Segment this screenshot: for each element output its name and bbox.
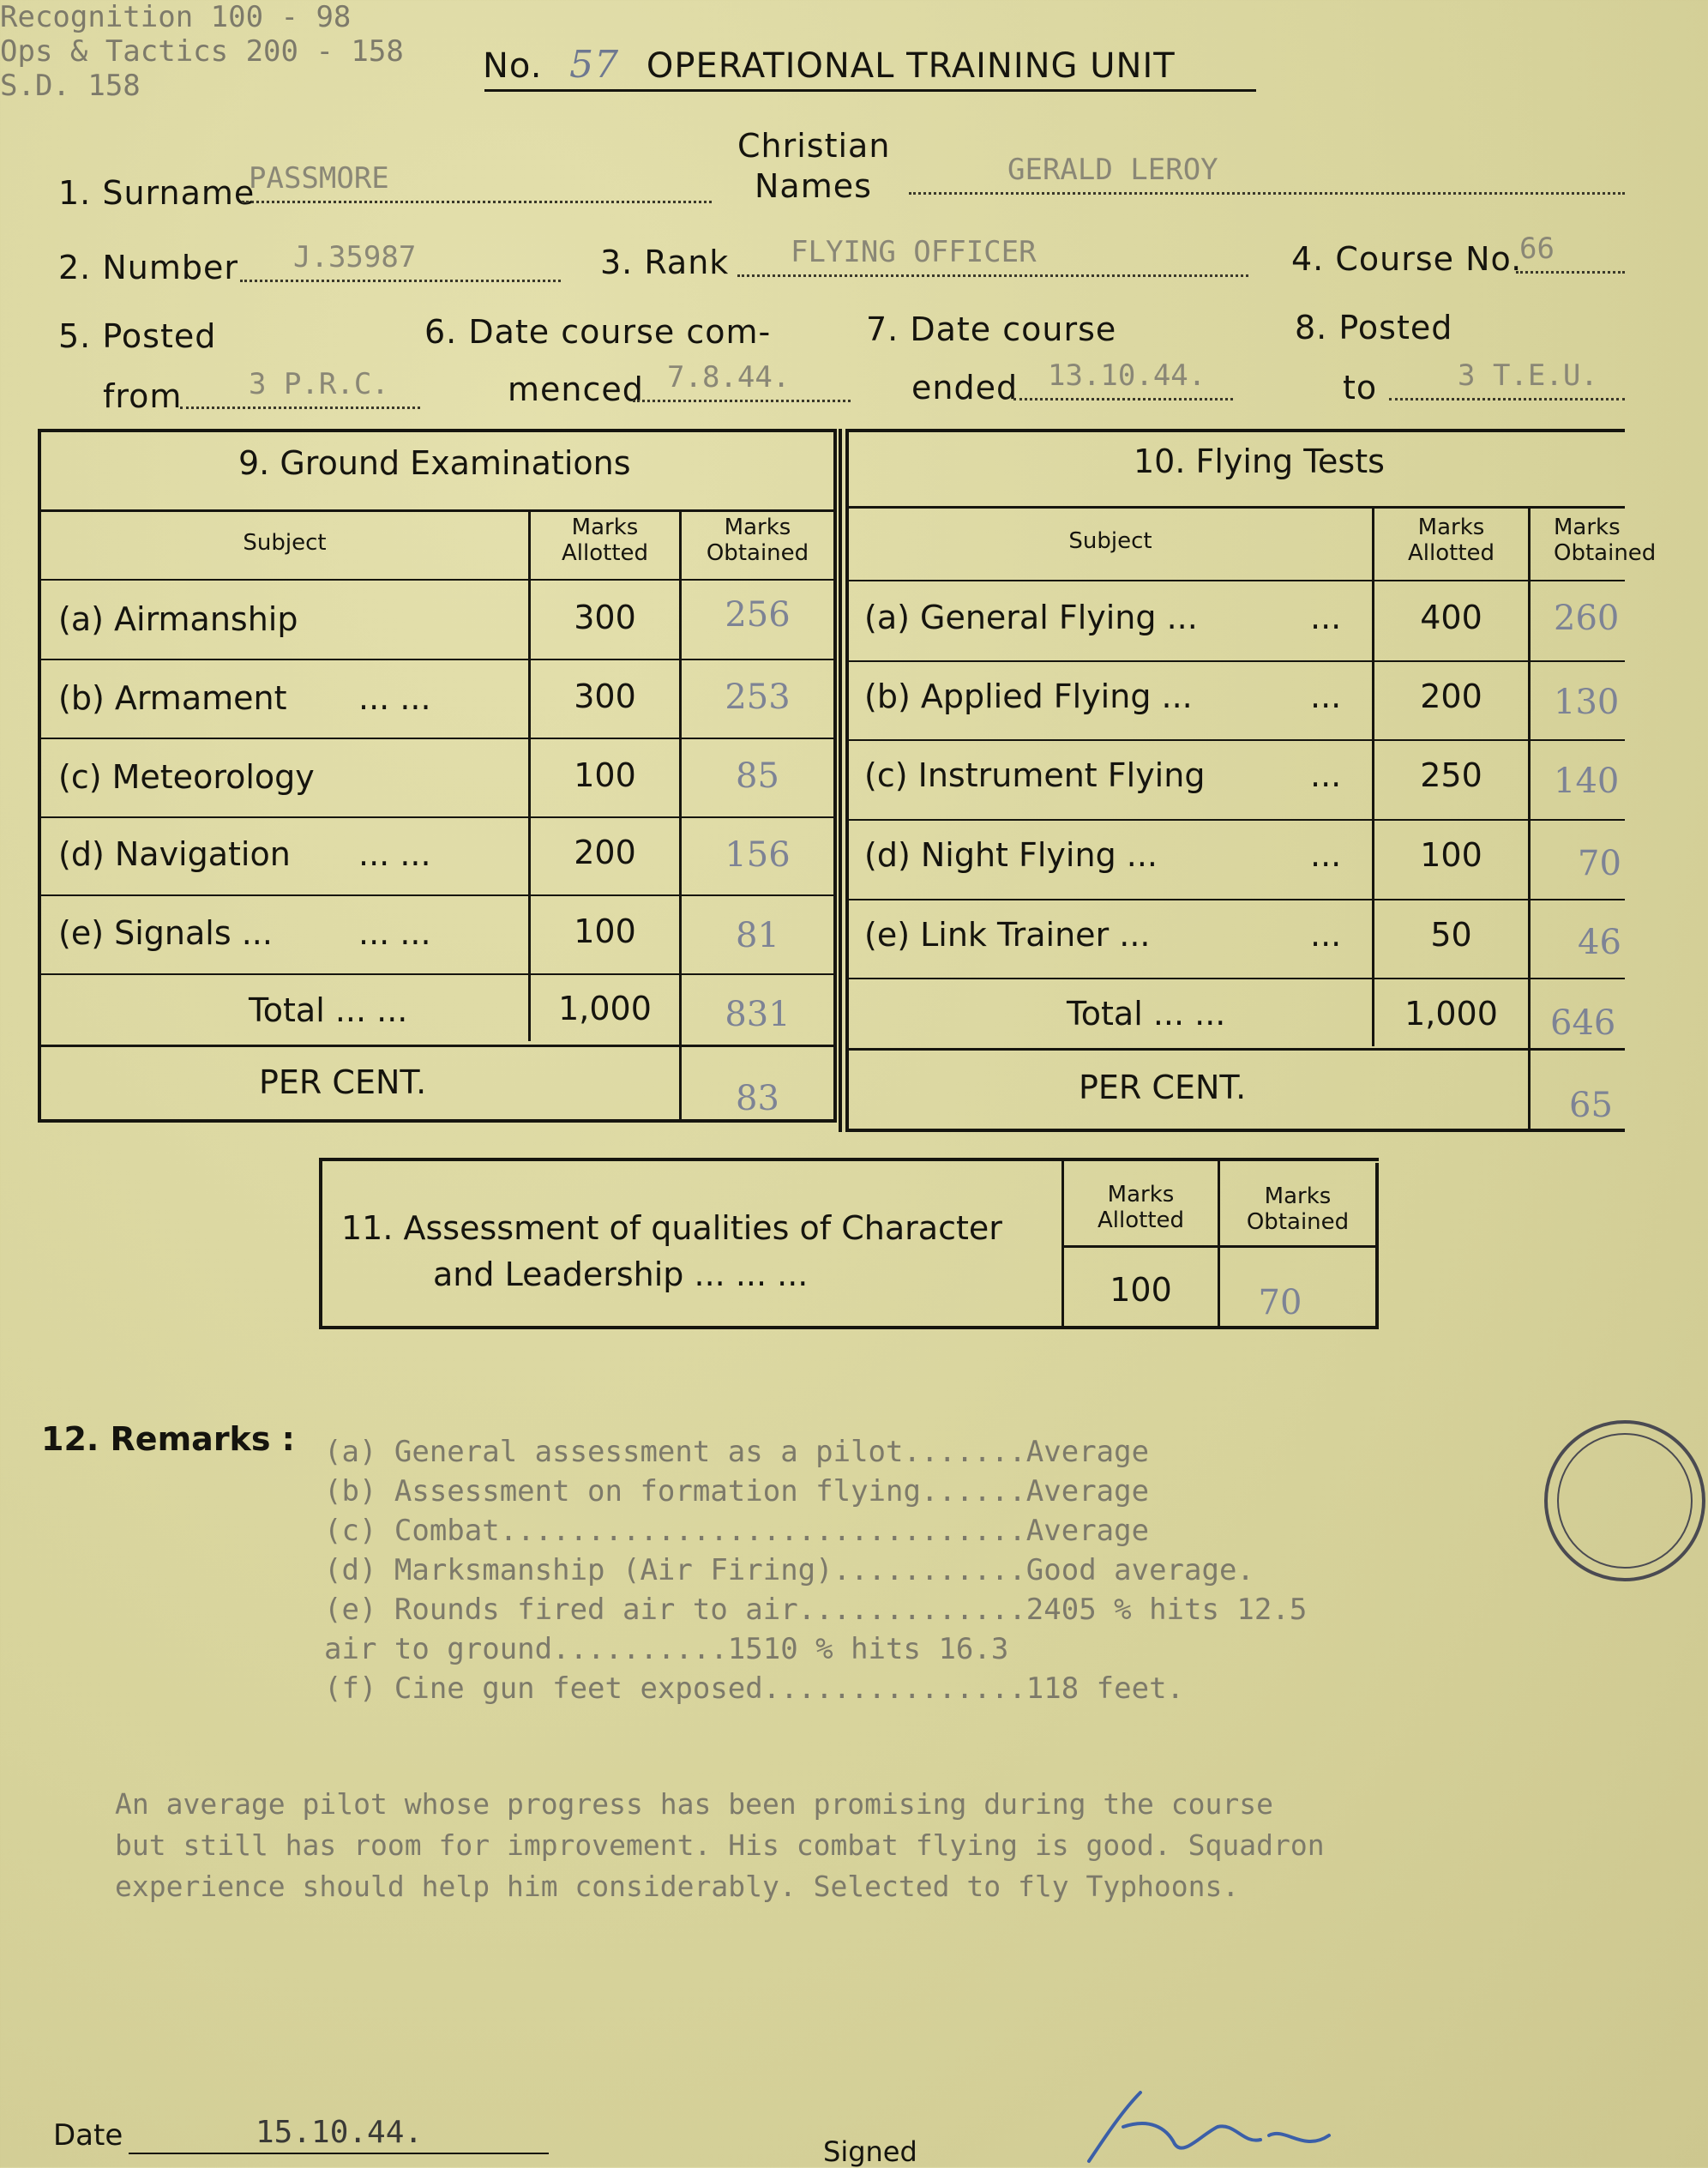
ground-row-line bbox=[41, 659, 833, 660]
christian-names-value: GERALD LEROY bbox=[1007, 153, 1218, 187]
number-label: 2. Number bbox=[58, 249, 238, 286]
flying-row-dots: ... bbox=[1310, 836, 1342, 874]
signed-label: Signed bbox=[823, 2135, 917, 2168]
date-value: 15.10.44. bbox=[256, 2115, 424, 2150]
ground-row-label: (d) Navigation bbox=[58, 835, 291, 873]
flying-row-obtained: 130 bbox=[1554, 683, 1620, 722]
char-left-border bbox=[319, 1158, 322, 1329]
character-allotted-header-2: Allotted bbox=[1097, 1207, 1185, 1233]
ground-obtained-header-2: Obtained bbox=[706, 540, 809, 566]
character-obtained: 70 bbox=[1258, 1283, 1302, 1322]
flying-row-line bbox=[849, 580, 1625, 581]
posted-from-label-2: from bbox=[103, 377, 183, 415]
flying-obtained-header-1: Marks bbox=[1554, 515, 1621, 540]
character-allotted: 100 bbox=[1110, 1271, 1172, 1309]
number-field bbox=[240, 242, 561, 282]
ground-header-line bbox=[41, 509, 833, 512]
ground-top-border bbox=[38, 429, 837, 432]
ground-bottom-border bbox=[38, 1119, 837, 1123]
flying-row-label: (e) Link Trainer ... bbox=[864, 916, 1151, 954]
ground-row-line bbox=[41, 738, 833, 739]
posted-to-field bbox=[1389, 360, 1625, 400]
ground-allotted-header-1: Marks bbox=[571, 515, 639, 540]
remarks-label: 12. Remarks : bbox=[41, 1420, 295, 1458]
character-label-2: and Leadership ... ... ... bbox=[433, 1256, 809, 1293]
ground-allotted-header bbox=[531, 515, 679, 566]
flying-obtained-header bbox=[1535, 515, 1708, 566]
flying-row-label: (d) Night Flying ... bbox=[864, 836, 1158, 874]
ground-row-line bbox=[41, 973, 833, 975]
posted-from-value: 3 P.R.C. bbox=[249, 367, 389, 401]
character-label-1: 11. Assessment of qualities of Character bbox=[341, 1209, 1002, 1247]
remarks-line: (b) Assessment on formation flying......Average bbox=[324, 1474, 1150, 1509]
flying-row-allotted: 400 bbox=[1420, 599, 1482, 636]
flying-row-line bbox=[849, 819, 1625, 821]
ground-total-allotted: 1,000 bbox=[558, 990, 652, 1027]
flying-row-allotted: 50 bbox=[1430, 916, 1472, 954]
remarks-line: (f) Cine gun feet exposed...............118 feet. bbox=[324, 1671, 1185, 1706]
flying-total-label: Total ... ... bbox=[1067, 995, 1226, 1033]
flying-row-dots: ... bbox=[1310, 756, 1342, 794]
remarks-line: air to ground..........1510 % hits 16.3 bbox=[324, 1632, 1009, 1666]
flying-row-obtained: 140 bbox=[1554, 762, 1620, 801]
ground-subject-header: Subject bbox=[243, 530, 327, 556]
character-allotted-header-1: Marks bbox=[1107, 1182, 1175, 1207]
flying-allotted-header-1: Marks bbox=[1417, 515, 1485, 540]
ground-row-dots: ... ... bbox=[358, 835, 431, 873]
ground-title: 9. Ground Examinations bbox=[238, 444, 631, 482]
christian-label-2: Names bbox=[755, 167, 872, 205]
flying-row-line bbox=[849, 899, 1625, 900]
christian-label-1: Christian bbox=[737, 127, 891, 165]
flying-row-dots: ... bbox=[1310, 599, 1342, 636]
ground-obtained-header-1: Marks bbox=[724, 515, 791, 540]
title-underline bbox=[484, 89, 1256, 92]
flying-row-line bbox=[849, 660, 1625, 662]
ground-percent-label: PER CENT. bbox=[259, 1063, 427, 1101]
ground-row-allotted: 200 bbox=[574, 834, 636, 871]
course-value: 66 bbox=[1519, 232, 1555, 266]
remarks-list bbox=[324, 1432, 1307, 1708]
flying-row-allotted: 250 bbox=[1420, 756, 1482, 794]
flying-allotted-header-2: Allotted bbox=[1407, 540, 1495, 566]
flying-row-line bbox=[849, 1048, 1625, 1051]
ground-row-allotted: 300 bbox=[574, 599, 636, 636]
ground-row-obtained: 85 bbox=[736, 756, 779, 796]
ground-row-obtained: 81 bbox=[736, 916, 779, 955]
signature bbox=[1072, 2075, 1432, 2167]
flying-row-allotted: 100 bbox=[1420, 836, 1482, 874]
posted-from-label-1: 5. Posted bbox=[58, 317, 217, 355]
ground-row-line bbox=[41, 1045, 833, 1047]
ground-total-label: Total ... ... bbox=[249, 991, 408, 1029]
remarks-line: (d) Marksmanship (Air Firing)...........Good average. bbox=[324, 1553, 1254, 1587]
ground-total-obtained: 831 bbox=[725, 995, 791, 1034]
flying-row-obtained: 46 bbox=[1578, 923, 1621, 962]
form-title bbox=[483, 43, 1176, 87]
commenced-label-1: 6. Date course com- bbox=[424, 313, 772, 351]
airmanship-note-1: Recognition 100 - 98 bbox=[0, 0, 352, 34]
title-text: OPERATIONAL TRAINING UNIT bbox=[646, 46, 1176, 86]
flying-allotted-header bbox=[1374, 515, 1528, 566]
flying-subject-header: Subject bbox=[1068, 528, 1152, 554]
ground-row-dots: ... ... bbox=[358, 914, 431, 952]
flying-row-dots: ... bbox=[1310, 678, 1342, 715]
date-underline bbox=[129, 2153, 549, 2154]
remarks-line: (e) Rounds fired air to air.............2405 % hits 12.5 bbox=[324, 1593, 1308, 1627]
character-obtained-header-2: Obtained bbox=[1246, 1209, 1350, 1235]
commenced-field bbox=[633, 362, 851, 402]
christian-names-field bbox=[909, 154, 1625, 195]
surname-value: PASSMORE bbox=[249, 161, 389, 196]
posted-to-value: 3 T.E.U. bbox=[1458, 358, 1598, 393]
ground-row-obtained: 253 bbox=[725, 678, 791, 717]
char-header-line bbox=[1063, 1245, 1377, 1248]
flying-obtained-header-2: Obtained bbox=[1554, 540, 1657, 566]
remarks-paragraph-line: experience should help him considerably. Selected to fly Typhoons. bbox=[115, 1870, 1240, 1903]
flying-bottom-border bbox=[845, 1129, 1625, 1132]
posted-to-label-2: to bbox=[1343, 369, 1378, 406]
archive-stamp bbox=[1539, 1415, 1625, 1587]
ground-row-allotted: 100 bbox=[574, 912, 636, 950]
course-label: 4. Course No. bbox=[1291, 240, 1523, 278]
rank-label: 3. Rank bbox=[600, 244, 730, 281]
posted-to-label-1: 8. Posted bbox=[1295, 309, 1453, 346]
flying-row-label: (a) General Flying ... bbox=[864, 599, 1198, 636]
rank-value: FLYING OFFICER bbox=[791, 235, 1037, 269]
surname-label: 1. Surname bbox=[58, 174, 256, 212]
flying-row-label: (c) Instrument Flying bbox=[864, 756, 1206, 794]
flying-row-label: (b) Applied Flying ... bbox=[864, 678, 1193, 715]
ground-allotted-header-2: Allotted bbox=[561, 540, 649, 566]
ground-row-allotted: 100 bbox=[574, 756, 636, 794]
flying-total-obtained: 646 bbox=[1550, 1003, 1616, 1043]
number-value: J.35987 bbox=[293, 240, 417, 274]
flying-row-obtained: 70 bbox=[1578, 844, 1621, 883]
ground-row-label: (b) Armament bbox=[58, 679, 287, 717]
ground-row-label: (c) Meteorology bbox=[58, 758, 315, 796]
ground-row-dots: ... ... bbox=[358, 679, 431, 717]
character-allotted-header bbox=[1064, 1182, 1218, 1233]
ground-obtained-header bbox=[682, 515, 833, 566]
ground-row-line bbox=[41, 579, 833, 581]
flying-row-line bbox=[849, 978, 1625, 979]
ground-row-obtained: 156 bbox=[725, 835, 791, 875]
ground-row-line bbox=[41, 816, 833, 818]
airmanship-note-2: Ops & Tactics 200 - 158 bbox=[0, 34, 404, 69]
flying-left-border-double bbox=[839, 429, 842, 1132]
flying-percent-value: 65 bbox=[1569, 1086, 1613, 1125]
unit-number: 57 bbox=[569, 43, 620, 87]
ended-value: 13.10.44. bbox=[1048, 358, 1206, 393]
flying-percent-label: PER CENT. bbox=[1079, 1069, 1247, 1106]
flying-title: 10. Flying Tests bbox=[1134, 443, 1385, 480]
ground-row-obtained: 256 bbox=[725, 595, 791, 635]
ground-row-line bbox=[41, 894, 833, 896]
no-label: No. bbox=[483, 46, 543, 86]
flying-row-allotted: 200 bbox=[1420, 678, 1482, 715]
ended-label-2: ended bbox=[911, 369, 1019, 406]
flying-row-dots: ... bbox=[1310, 916, 1342, 954]
flying-top-border bbox=[845, 429, 1625, 432]
ground-row-note: S.D. 158 bbox=[0, 69, 141, 103]
date-label: Date bbox=[53, 2118, 123, 2153]
commenced-value: 7.8.44. bbox=[667, 360, 791, 394]
surname-field bbox=[242, 163, 712, 203]
rank-field bbox=[737, 237, 1248, 277]
ground-right-border bbox=[833, 429, 837, 1122]
ground-percent-value: 83 bbox=[736, 1079, 779, 1118]
commenced-label-2: menced bbox=[508, 370, 644, 408]
ground-row-label: (a) Airmanship bbox=[58, 600, 298, 638]
remarks-paragraph-line: but still has room for improvement. His combat flying is good. Squadron bbox=[115, 1828, 1325, 1862]
remarks-line: (a) General assessment as a pilot.......Average bbox=[324, 1435, 1150, 1469]
remarks-paragraph bbox=[115, 1784, 1325, 1907]
character-obtained-header-1: Marks bbox=[1264, 1183, 1332, 1209]
posted-from-field bbox=[180, 369, 420, 409]
remarks-line: (c) Combat..............................Average bbox=[324, 1514, 1150, 1548]
ended-field bbox=[1013, 360, 1233, 400]
ground-row-label: (e) Signals ... bbox=[58, 914, 273, 952]
flying-row-obtained: 260 bbox=[1554, 599, 1620, 638]
ended-label-1: 7. Date course bbox=[866, 310, 1117, 348]
flying-total-allotted: 1,000 bbox=[1404, 995, 1498, 1033]
flying-header-line bbox=[849, 506, 1625, 509]
ground-row-allotted: 300 bbox=[574, 678, 636, 715]
flying-row-line bbox=[849, 739, 1625, 741]
remarks-paragraph-line: An average pilot whose progress has been promising during the course bbox=[115, 1787, 1274, 1821]
course-field bbox=[1516, 233, 1625, 274]
character-obtained-header bbox=[1220, 1183, 1375, 1235]
